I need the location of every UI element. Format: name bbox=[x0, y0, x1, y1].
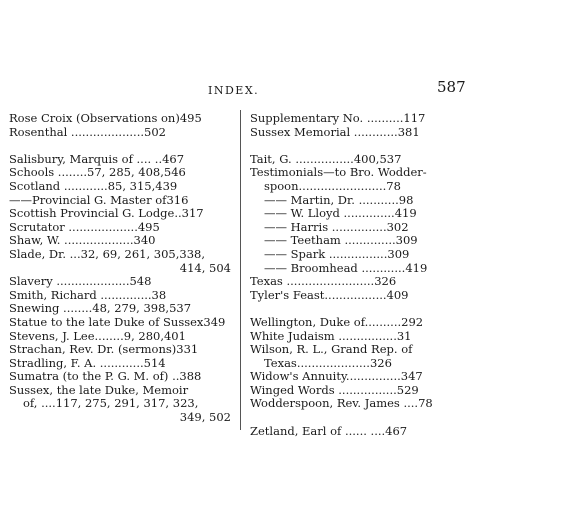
entry-spacer bbox=[250, 302, 470, 316]
index-entry bbox=[9, 316, 231, 330]
entry-page-ref: 439 bbox=[155, 178, 178, 193]
entry-page-ref: 548 bbox=[129, 274, 152, 289]
entry-spacer bbox=[250, 411, 470, 425]
index-entry-line: Wilson, R. L., Grand Rep. of bbox=[250, 342, 413, 357]
entry-text: Texas.................... bbox=[264, 355, 370, 370]
entry-page-ref: 117 bbox=[403, 111, 426, 125]
column-divider bbox=[240, 110, 241, 430]
entry-text: Shaw, W. ................... bbox=[9, 233, 134, 248]
entry-page-ref: 78 bbox=[386, 178, 401, 193]
entry-text: —— Spark ................ bbox=[264, 246, 388, 261]
entry-text: Rosenthal .................... bbox=[9, 124, 145, 139]
index-entry bbox=[9, 289, 231, 303]
entry-text: Tyler's Feast................. bbox=[250, 287, 387, 302]
entry-text: Slavery .................... bbox=[9, 274, 130, 289]
entry-page-ref: 529 bbox=[396, 382, 419, 397]
index-entry bbox=[250, 289, 470, 303]
index-entry bbox=[9, 370, 231, 384]
entry-page-ref: 78 bbox=[418, 396, 433, 411]
entry-page-ref: 349 bbox=[203, 314, 226, 329]
index-entry bbox=[250, 370, 470, 384]
entry-text: —— Broomhead ............ bbox=[264, 260, 406, 275]
index-entry bbox=[250, 397, 470, 411]
entry-page-ref: 340 bbox=[133, 233, 156, 248]
entry-text: spoon........................ bbox=[264, 178, 387, 193]
entry-text: Sussex Memorial ............ bbox=[250, 124, 398, 139]
entry-text: Strachan, Rev. Dr. (sermons) bbox=[9, 342, 177, 357]
entry-page-ref: 309 bbox=[387, 246, 410, 261]
index-entry bbox=[250, 180, 470, 194]
entry-page-ref: 38 bbox=[151, 287, 167, 302]
entry-page-ref: 347 bbox=[400, 369, 423, 384]
index-entry bbox=[250, 207, 470, 221]
running-title: INDEX. bbox=[208, 84, 260, 97]
index-entry-line: Sussex, the late Duke, Memoir bbox=[9, 382, 189, 397]
index-entry bbox=[9, 221, 231, 235]
entry-page-ref: 331 bbox=[176, 342, 199, 357]
entry-page-ref: 388 bbox=[179, 369, 202, 384]
entry-page-ref: 419 bbox=[405, 260, 428, 275]
entry-text: Wellington, Duke of.......... bbox=[250, 314, 402, 329]
entry-page-ref: 546 bbox=[163, 165, 186, 180]
index-entry bbox=[9, 275, 231, 289]
page-number: 587 bbox=[437, 78, 466, 96]
entry-page-ref: 381 bbox=[397, 124, 420, 139]
index-entry bbox=[250, 275, 470, 289]
entry-page-ref: 419 bbox=[394, 206, 417, 221]
entry-text: —— Martin, Dr. ........... bbox=[264, 192, 399, 207]
entry-page-ref: 31 bbox=[396, 328, 412, 343]
index-entry bbox=[250, 316, 470, 330]
entry-page-ref: 98 bbox=[398, 192, 414, 207]
entry-page-ref: 495 bbox=[179, 111, 202, 125]
entry-text: Slade, Dr. ...32, 69, 261, 305, bbox=[9, 246, 180, 261]
entry-text: Tait, G. ................400, bbox=[250, 151, 380, 166]
entry-page-ref: 409 bbox=[386, 287, 409, 302]
entry-page-ref: 502 bbox=[144, 124, 166, 139]
entry-text: Stevens, J. Lee........9, 280, bbox=[9, 328, 164, 343]
index-entry bbox=[9, 112, 231, 126]
entry-text: Sumatra (to the P. G. M. of) .. bbox=[9, 369, 180, 384]
entry-text: Texas ........................ bbox=[250, 274, 375, 289]
entry-page-ref: 467 bbox=[385, 423, 408, 438]
index-entry bbox=[9, 343, 231, 357]
index-entry bbox=[250, 262, 470, 276]
index-entry-line: 414, 504 bbox=[179, 260, 231, 275]
index-entry bbox=[250, 153, 470, 167]
index-entry bbox=[9, 302, 231, 316]
entry-text: White Judaism ................ bbox=[250, 328, 397, 343]
entry-text: Rose Croix (Observations on) bbox=[9, 111, 180, 125]
entry-page-ref: 338, bbox=[179, 246, 205, 261]
entry-page-ref: 537 bbox=[169, 301, 192, 316]
entry-spacer bbox=[9, 139, 231, 153]
entry-page-ref: 292 bbox=[401, 314, 424, 329]
entry-page-ref: 316 bbox=[166, 192, 189, 207]
index-entry bbox=[9, 357, 231, 371]
entry-text: Scotland ............85, 315, bbox=[9, 178, 156, 193]
entry-page-ref: 467 bbox=[162, 151, 185, 166]
index-entry bbox=[9, 180, 231, 194]
index-entry bbox=[250, 194, 470, 208]
index-entry bbox=[9, 234, 231, 248]
index-entry bbox=[9, 153, 231, 167]
entry-text: Zetland, Earl of ...... .... bbox=[250, 423, 386, 438]
entry-text: Salisbury, Marquis of .... .. bbox=[9, 151, 163, 166]
index-entry bbox=[250, 425, 470, 439]
index-entry bbox=[9, 207, 231, 221]
entry-text: Smith, Richard .............. bbox=[9, 287, 152, 302]
index-entry bbox=[250, 221, 470, 235]
index-entry bbox=[9, 126, 231, 140]
index-entry bbox=[250, 234, 470, 248]
entry-page-ref: 495 bbox=[137, 219, 160, 234]
index-entry bbox=[9, 330, 231, 344]
entry-page-ref: 514 bbox=[143, 355, 166, 370]
entry-text: Snewing ........48, 279, 398, bbox=[9, 301, 170, 316]
index-entry bbox=[250, 384, 470, 398]
index-entry bbox=[250, 112, 470, 126]
entry-text: Wodderspoon, Rev. James .... bbox=[250, 396, 419, 411]
entry-text: —— Harris ............... bbox=[264, 219, 387, 234]
entry-page-ref: 537 bbox=[379, 151, 402, 166]
index-entry bbox=[9, 194, 231, 208]
entry-page-ref: 326 bbox=[374, 274, 397, 289]
entry-text: ——Provincial G. Master of bbox=[9, 192, 167, 207]
entry-text: —— Teetham .............. bbox=[264, 233, 396, 248]
entry-page-ref: 401 bbox=[163, 328, 186, 343]
entry-page-ref: 309 bbox=[395, 233, 418, 248]
entry-text: Scottish Provincial G. Lodge.. bbox=[9, 206, 182, 221]
entry-page-ref: 326 bbox=[369, 355, 392, 370]
entry-spacer bbox=[250, 139, 470, 153]
index-entry bbox=[250, 126, 470, 140]
entry-text: Schools ........57, 285, 408, bbox=[9, 165, 164, 180]
index-entry bbox=[250, 248, 470, 262]
entry-text: Winged Words ................ bbox=[250, 382, 397, 397]
entry-text: Widow's Annuity............... bbox=[250, 369, 401, 384]
index-entry-line: of, ....117, 275, 291, 317, 323, bbox=[23, 396, 199, 411]
index-entry bbox=[9, 248, 231, 262]
entry-page-ref: 317 bbox=[181, 206, 204, 221]
index-column-left bbox=[9, 112, 231, 425]
index-entry bbox=[250, 330, 470, 344]
entry-text: —— W. Lloyd .............. bbox=[264, 206, 395, 221]
entry-page-ref: 302 bbox=[386, 219, 409, 234]
index-entry bbox=[9, 166, 231, 180]
entry-text: Scrutator ................... bbox=[9, 219, 138, 234]
entry-text: Stradling, F. A. ............ bbox=[9, 355, 144, 370]
entry-text: Statue to the late Duke of Sussex bbox=[9, 314, 204, 329]
index-entry bbox=[250, 357, 470, 371]
entry-text: Supplementary No. .......... bbox=[250, 111, 404, 125]
index-entry-line: 349, 502 bbox=[179, 410, 231, 425]
index-column-right bbox=[250, 112, 470, 438]
index-entry-line: Testimonials—to Bro. Wodder- bbox=[250, 165, 427, 180]
